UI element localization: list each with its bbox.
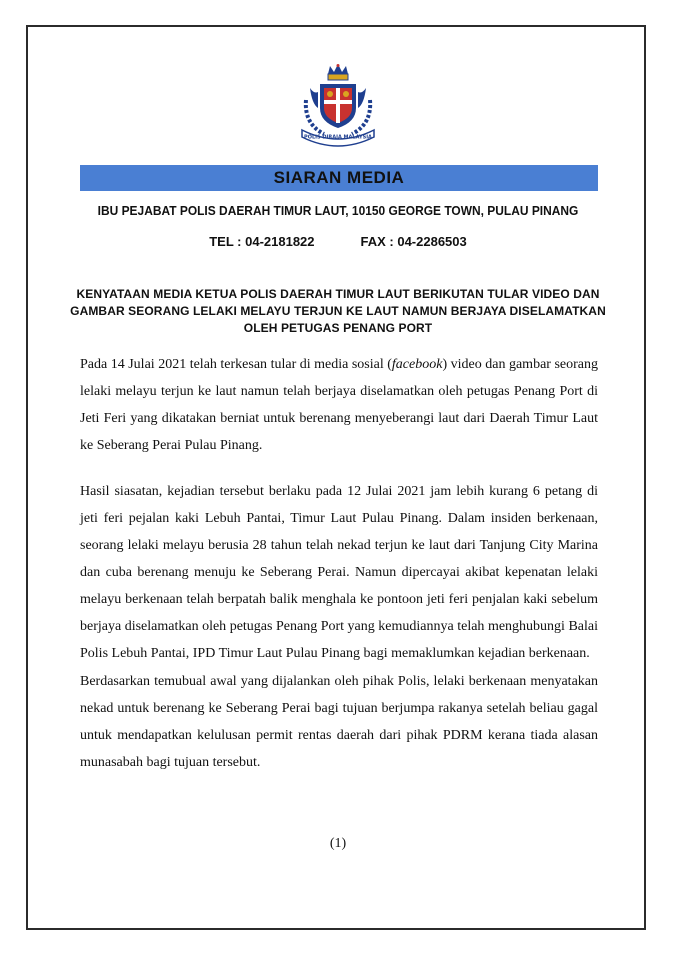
polis-diraja-malaysia-crest-icon — [290, 64, 386, 148]
svg-text:POLIS DIRAJA MALAYSIA: POLIS DIRAJA MALAYSIA — [304, 134, 372, 141]
paragraph-1-text-end: ) video dan gambar seorang lelaki melayu terjun ke laut namun telah berjaya diselamatkan oleh petugas Penang Port di Jeti Feri yang dikatakan berniat untuk berenang menyeberangi laut dari Daerah Timur Laut ke Seberang Perai Pulau Pinang. — [80, 357, 598, 453]
headquarters-address: IBU PEJABAT POLIS DAERAH TIMUR LAUT, 10150 GEORGE TOWN, PULAU PINANG — [97, 203, 579, 218]
fax-number: FAX : 04-2286503 — [360, 234, 467, 249]
crown-icon — [328, 64, 348, 80]
facebook-term: facebook — [391, 357, 443, 372]
siaran-media-banner: SIARAN MEDIA — [80, 165, 598, 191]
paragraph-1-text-start: Pada 14 Julai 2021 telah terkesan tular di media sosial ( — [80, 357, 392, 372]
paragraph-1 — [80, 351, 598, 459]
page-number: (1) — [329, 836, 347, 851]
paragraph-3: Berdasarkan temubual awal yang dijalankan oleh pihak Polis, lelaki berkenaan menyatakan nekad untuk berenang ke Seberang Perai bagi tujuan berjumpa rakanya setelah beliau gagal untuk mendapatkan kelulusan permit rentas daerah dari pihak PDRM kerana tiada alasan munasabah bagi tujuan tersebut. — [80, 674, 598, 770]
paragraph-2: Hasil siasatan, kejadian tersebut berlaku pada 12 Julai 2021 jam lebih kurang 6 petang di jeti feri pejalan kaki Lebuh Pantai, Timur Laut Pulau Pinang. Dalam insiden berkenaan, seorang lelaki melayu berusia 28 tahun telah nekad terjun ke laut dari Tanjung City Marina dan cuba berenang menuju ke Seberang Perai. Namun dipercayai akibat kepenatan lelaki melayu berkenaan telah berpatah balik menghala ke pontoon jeti feri penjalan kaki sebelum berjaya diselamatkan oleh petugas Penang Port yang kemudiannya telah menghubungi Balai Polis Lebuh Pantai, IPD Timur Laut Pulau Pinang bagi memaklumkan kejadian berkenaan. — [80, 484, 598, 661]
telephone-number: TEL : 04-2181822 — [209, 234, 315, 249]
statement-headline: KENYATAAN MEDIA KETUA POLIS DAERAH TIMUR LAUT BERIKUTAN TULAR VIDEO DAN GAMBAR SEORANG LELAKI MELAYU TERJUN KE LAUT NAMUN BERJAYA DISELAMATKAN OLEH PETUGAS PENANG PORT — [70, 287, 606, 335]
contact-line — [40, 234, 636, 249]
